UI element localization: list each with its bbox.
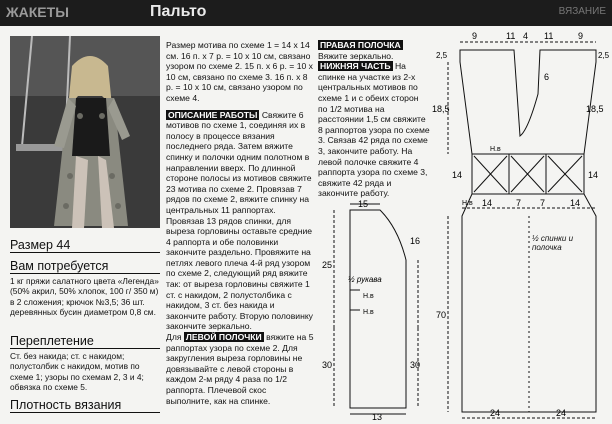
sleeve-bottom-width: 13 bbox=[372, 412, 383, 422]
middle-column bbox=[166, 40, 314, 406]
right-front-text: Вяжите зеркально. bbox=[318, 50, 394, 61]
interlacing-heading: Переплетение bbox=[10, 334, 160, 349]
sleeve-height-top: 25 bbox=[322, 260, 333, 270]
sleeve-outline bbox=[350, 210, 406, 408]
page-title: Пальто bbox=[150, 3, 207, 20]
mid-dim-2: 7 bbox=[516, 198, 522, 208]
sleeve-right-bottom: 30 bbox=[410, 360, 421, 370]
sleeve-pattern bbox=[320, 198, 432, 422]
work-text: Свяжите 6 мотивов по схеме 1, соединяя их в полосу в процессе вязания последнего ряда. Затем вяжите спинку и полочки одним полотном в направлении вверх. По длинной стороне полосы из мотивов свяжите 23 мотива по схеме 2. Провязав 7 рядов по схеме 2, вяжите спинку на центральных 11 раппортах. Провязав 13 рядов спинки, для выреза горловины оставьте средние 4 раппорта и обе половинки закончите раздельно. Провяжите на петлях левого плеча 4-й ряд узором по схеме 2, следующий ряд вяжите так: от выреза горловины свяжите 1 ст. с накидом, 2 полустолбика с накидом, 3 ст. без накида и закончите работу. Вторую половинку закончите зеркально. bbox=[166, 109, 313, 332]
sleeve-label: ½ рукава bbox=[348, 275, 382, 284]
sleeve-height-bottom: 30 bbox=[322, 360, 333, 370]
sleeve-hv-top: Н.в bbox=[363, 293, 374, 300]
right-text-column bbox=[318, 40, 430, 199]
mid-dim-4: 14 bbox=[570, 198, 581, 208]
motif-height-right: 14 bbox=[588, 170, 599, 180]
hv-top: Н.в bbox=[490, 146, 501, 153]
sleeve-top-width: 15 bbox=[358, 199, 369, 209]
left-front-text: вяжите на 5 раппортах узора по схеме 2. Для закругления выреза горловины не довязывайте с левой стороны в каждом 2-м ряду 4 раза по 1/2 раппорта. Плечевой скос выполните, как на спинке. bbox=[166, 332, 314, 406]
motif-height-left: 14 bbox=[452, 170, 463, 180]
bottom-dim-1: 24 bbox=[490, 408, 501, 418]
top-dim-1: 9 bbox=[472, 31, 478, 41]
neck-depth: 6 bbox=[544, 72, 550, 82]
armhole-left: 18,5 bbox=[432, 104, 450, 114]
body-length: 70 bbox=[436, 310, 447, 320]
armhole-right: 18,5 bbox=[586, 104, 604, 114]
body-pattern bbox=[432, 30, 612, 424]
hv-bottom: Н.в bbox=[462, 200, 473, 207]
body-outline bbox=[460, 50, 599, 412]
density-heading: Плотность вязания bbox=[10, 398, 160, 413]
model-photo bbox=[10, 36, 160, 228]
lower-part-text: На спинке на участке из 2-х центральных мотивов по схеме 1 и с обеих сторон по 1/2 мотива на расстоянии 1,5 см свяжите 8 раппортов узора по схеме 3. Связав 42 ряда по схеме 3, закончите работу. На левой полочке свяжите 4 раппорта узора по схеме 3, свяжите 42 ряда и закончите работу. bbox=[318, 61, 430, 199]
mid-dim-3: 7 bbox=[540, 198, 546, 208]
bottom-dim-2: 24 bbox=[556, 408, 567, 418]
magazine-label: ВЯЗАНИЕ bbox=[558, 6, 606, 17]
density-text: Размер мотива по схеме 1 = 14 х 14 см. 16 п. х 7 р. = 10 х 10 см, связано узором по схеме 2. 15 п. х 6 р. = 10 х 10 см, связано по схеме 3. 16 п. х 8 р. = 10 х 10 см, связано узором по схеме 4. bbox=[166, 40, 313, 103]
shoulder-left: 2,5 bbox=[436, 51, 448, 60]
left-front-prefix: Для bbox=[166, 332, 182, 343]
top-dim-3: 4 bbox=[523, 31, 529, 41]
body-label: ½ спинки и полочка bbox=[532, 234, 574, 252]
materials-heading: Вам потребуется bbox=[10, 259, 160, 274]
mid-dim-1: 14 bbox=[482, 198, 493, 208]
size-heading: Размер 44 bbox=[10, 238, 160, 253]
sleeve-right-top: 16 bbox=[410, 236, 421, 246]
lower-part-heading: НИЖНЯЯ ЧАСТЬ bbox=[320, 61, 391, 72]
shoulder-right: 2,5 bbox=[598, 51, 610, 60]
section-label: ЖАКЕТЫ bbox=[6, 4, 69, 20]
materials-text: 1 кг пряжи салатного цвета «Легенда» (50% акрил, 50% хлопок, 100 г/ 350 м) в 2 сложения; крючок №3,5; 36 шт. деревянных бусин диаметром 0,8 см. bbox=[10, 276, 159, 318]
work-heading: ОПИСАНИЕ РАБОТЫ bbox=[168, 109, 258, 120]
page-header bbox=[0, 0, 612, 26]
top-dim-5: 9 bbox=[578, 31, 584, 41]
interlacing-text: Ст. без накида; ст. с накидом; полустолбик с накидом, мотив по схеме 1; узоры по схемам 2, 3 и 4; обвязка по схеме 5. bbox=[10, 351, 144, 393]
top-dim-4: 11 bbox=[544, 31, 554, 41]
top-dim-2: 11 bbox=[506, 31, 516, 41]
sleeve-hv-bottom: Н.в bbox=[363, 309, 374, 316]
left-front-heading: ЛЕВОЙ ПОЛОЧКИ bbox=[185, 332, 262, 343]
right-front-heading: ПРАВАЯ ПОЛОЧКА bbox=[320, 40, 401, 50]
